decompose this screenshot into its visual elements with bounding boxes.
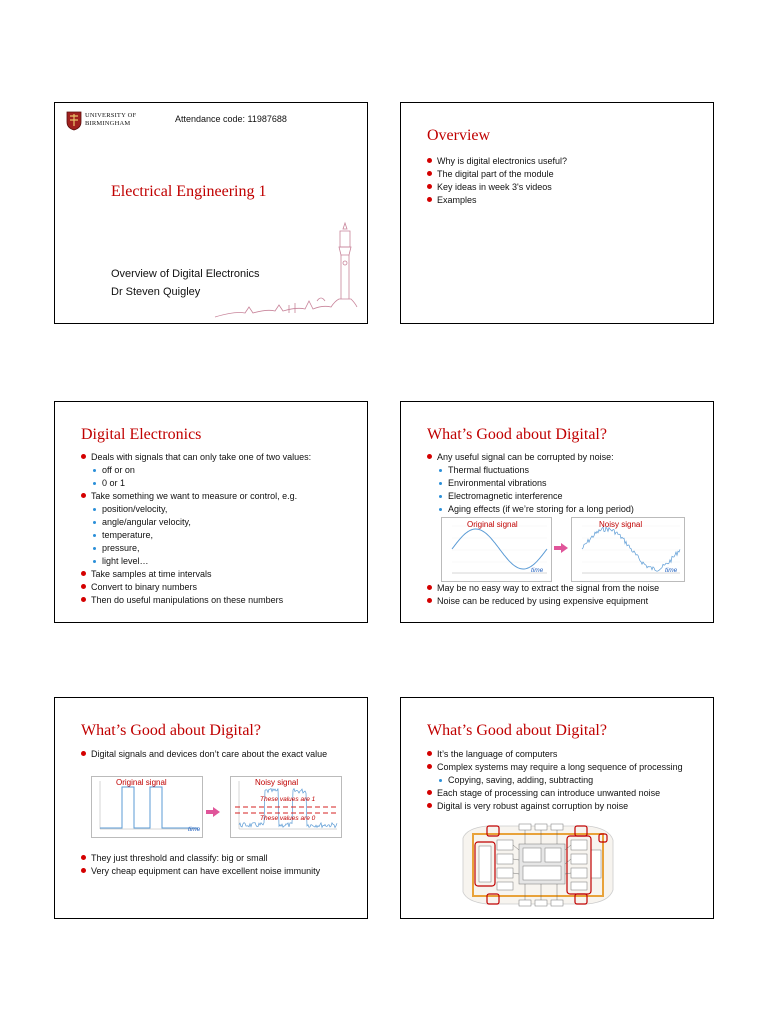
university-logo [66,111,82,136]
sub-bullet-item: temperature, [81,529,311,542]
bullet-item: Each stage of processing can introduce unwanted noise [427,787,683,800]
campus-skyline-illustration [205,221,368,324]
slide-overview [400,102,714,324]
university-name-line2: BIRMINGHAM [85,120,131,127]
noise-sources-bullet-list [427,451,634,516]
bullet-item: They just threshold and classify: big or small [81,852,320,865]
noisy-signal-label: Noisy signal [255,778,299,787]
threshold-conclusion-bullet-list [81,852,320,878]
sub-bullet-item: angle/angular velocity, [81,516,311,529]
threshold-intro-bullet-list [81,748,327,761]
bullet-item: Examples [427,194,567,207]
noise-conclusion-bullet-list [427,582,659,608]
bullet-item: The digital part of the module [427,168,567,181]
digital-electronics-bullet-list [81,451,311,607]
slide-title-text: What’s Good about Digital? [427,426,607,443]
slide-title-text: Digital Electronics [81,426,202,443]
sub-bullet-item: pressure, [81,542,311,555]
slide-title-text: Electrical Engineering 1 [111,183,267,200]
time-axis-label: time [531,567,544,574]
slide-threshold [54,697,368,919]
sub-bullet-item: Thermal fluctuations [427,464,634,477]
sub-bullet-item: light level… [81,555,311,568]
slide-subtitle: Overview of Digital Electronics [111,268,260,280]
bullet-item: Convert to binary numbers [81,581,311,594]
bullet-item: Digital is very robust against corruption by noise [427,800,683,813]
computers-bullet-list [427,748,683,813]
bullet-item: Any useful signal can be corrupted by noise: [427,451,634,464]
sub-bullet-item: 0 or 1 [81,477,311,490]
slide-title [54,102,368,324]
slide-title-text: Overview [427,127,491,144]
bullet-item: It’s the language of computers [427,748,683,761]
bullet-item: Digital signals and devices don’t care about the exact value [81,748,327,761]
slide-digital-electronics [54,401,368,623]
slide-noise [400,401,714,623]
bullet-item: Take something we want to measure or control, e.g. [81,490,311,503]
time-axis-label: time [188,826,201,833]
noisy-signal-label: Noisy signal [599,520,643,529]
attendance-code: Attendance code: 11987688 [175,114,287,124]
arrow-right-icon [206,807,220,817]
slide-author: Dr Steven Quigley [111,286,201,298]
slide-computers [400,697,714,919]
slide-title-text: What’s Good about Digital? [427,722,607,739]
sub-bullet-item: position/velocity, [81,503,311,516]
bullet-item: Very cheap equipment can have excellent noise immunity [81,865,320,878]
university-crest-icon [66,111,82,131]
annotation-values-zero: These values are 0 [260,815,316,822]
sub-bullet-item: off or on [81,464,311,477]
original-signal-label: Original signal [467,520,518,529]
bullet-item: Complex systems may require a long sequence of processing [427,761,683,774]
annotation-values-one: These values are 1 [260,796,316,803]
bullet-item: Noise can be reduced by using expensive equipment [427,595,659,608]
overview-bullet-list [427,155,567,207]
bullet-item: Deals with signals that can only take one of two values: [81,451,311,464]
bullet-item: May be no easy way to extract the signal from the noise [427,582,659,595]
sub-bullet-item: Environmental vibrations [427,477,634,490]
sub-bullet-item: Electromagnetic interference [427,490,634,503]
time-axis-label: time [665,567,678,574]
bullet-item: Why is digital electronics useful? [427,155,567,168]
sub-bullet-item: Aging effects (if we’re storing for a long period) [427,503,634,516]
bullet-item: Take samples at time intervals [81,568,311,581]
arrow-right-icon [554,543,568,553]
university-name-line1: UNIVERSITY OF [85,112,137,119]
sub-bullet-item: Copying, saving, adding, subtracting [427,774,683,787]
slide-title-text: What’s Good about Digital? [81,722,261,739]
original-signal-label: Original signal [116,778,167,787]
bullet-item: Key ideas in week 3's videos [427,181,567,194]
vehicle-electronics-diagram [457,820,619,910]
bullet-item: Then do useful manipulations on these numbers [81,594,311,607]
